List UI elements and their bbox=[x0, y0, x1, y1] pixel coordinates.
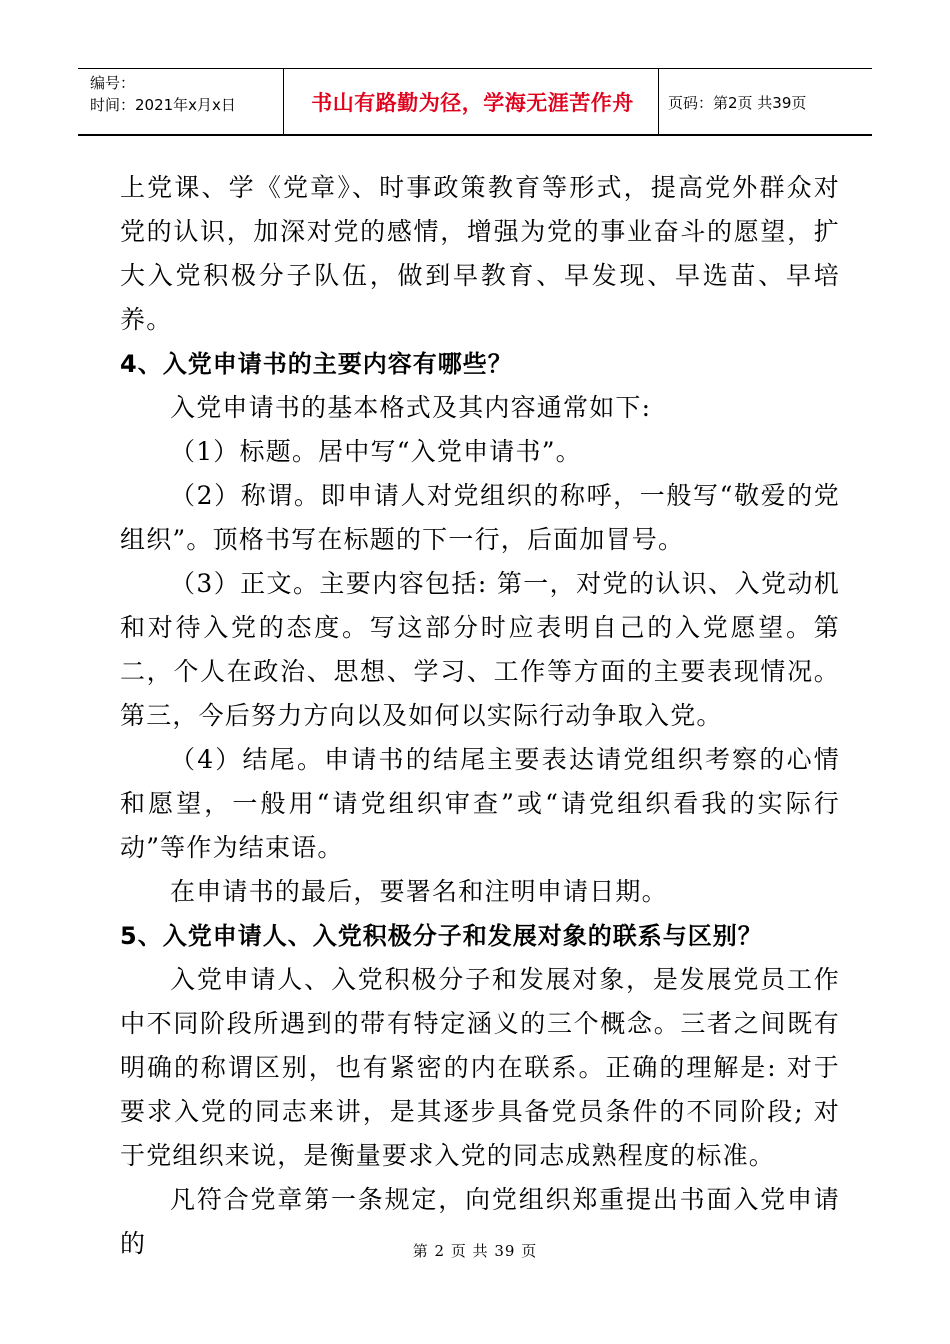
paragraph: 入党申请书的基本格式及其内容通常如下: bbox=[170, 393, 652, 422]
header-page-code: 页码：第2页 共39页 bbox=[668, 93, 807, 112]
time-label: 时间：2021年x月x日 bbox=[90, 96, 236, 114]
header-meta bbox=[90, 72, 290, 116]
paragraph: 凡符合党章第一条规定，向党组织郑重提出书面入党申请的 bbox=[120, 1185, 840, 1258]
paragraph: （4）结尾。申请书的结尾主要表达请党组织考察的心情和愿望，一般用“请党组织审查”或“请党组织看我的实际行动”等作为结束语。 bbox=[120, 745, 840, 862]
section-heading: 5、入党申请人、入党积极分子和发展对象的联系与区别？ bbox=[120, 922, 763, 950]
header-motto: 书山有路勤为径，学海无涯苦作舟 bbox=[311, 91, 634, 115]
page-footer: 第 2 页 共 39 页 bbox=[412, 1242, 538, 1260]
page-header bbox=[78, 68, 872, 136]
paragraph: （2）称谓。即申请人对党组织的称呼，一般写“敬爱的党组织”。顶格书写在标题的下一行，后面加冒号。 bbox=[120, 481, 840, 554]
paragraph: 入党申请人、入党积极分子和发展对象，是发展党员工作中不同阶段所遇到的带有特定涵义的三个概念。三者之间既有明确的称谓区别，也有紧密的内在联系。正确的理解是: 对于要求入党的同志来讲，是其逐步具备党员条件的不同阶段; 对于党组织来说，是衡量要求入党的同志成熟程度的标准。 bbox=[120, 965, 840, 1170]
section-heading: 4、入党申请书的主要内容有哪些？ bbox=[120, 350, 513, 378]
paragraph: 在申请书的最后，要署名和注明申请日期。 bbox=[170, 877, 668, 906]
paragraph: 上党课、学《党章》、时事政策教育等形式，提高党外群众对党的认识，加深对党的感情，增强为党的事业奋斗的愿望，扩大入党积极分子队伍，做到早教育、早发现、早选苗、早培养。 bbox=[120, 173, 840, 334]
paragraph: （3）正文。主要内容包括: 第一，对党的认识、入党动机和对待入党的态度。写这部分时应表明自己的入党愿望。第二，个人在政治、思想、学习、工作等方面的主要表现情况。第三，今后努力方向以及如何以实际行动争取入党。 bbox=[120, 569, 840, 730]
paragraph: （1）标题。居中写“入党申请书”。 bbox=[170, 437, 582, 466]
number-label: 编号： bbox=[90, 74, 136, 92]
document-body bbox=[120, 166, 840, 1266]
